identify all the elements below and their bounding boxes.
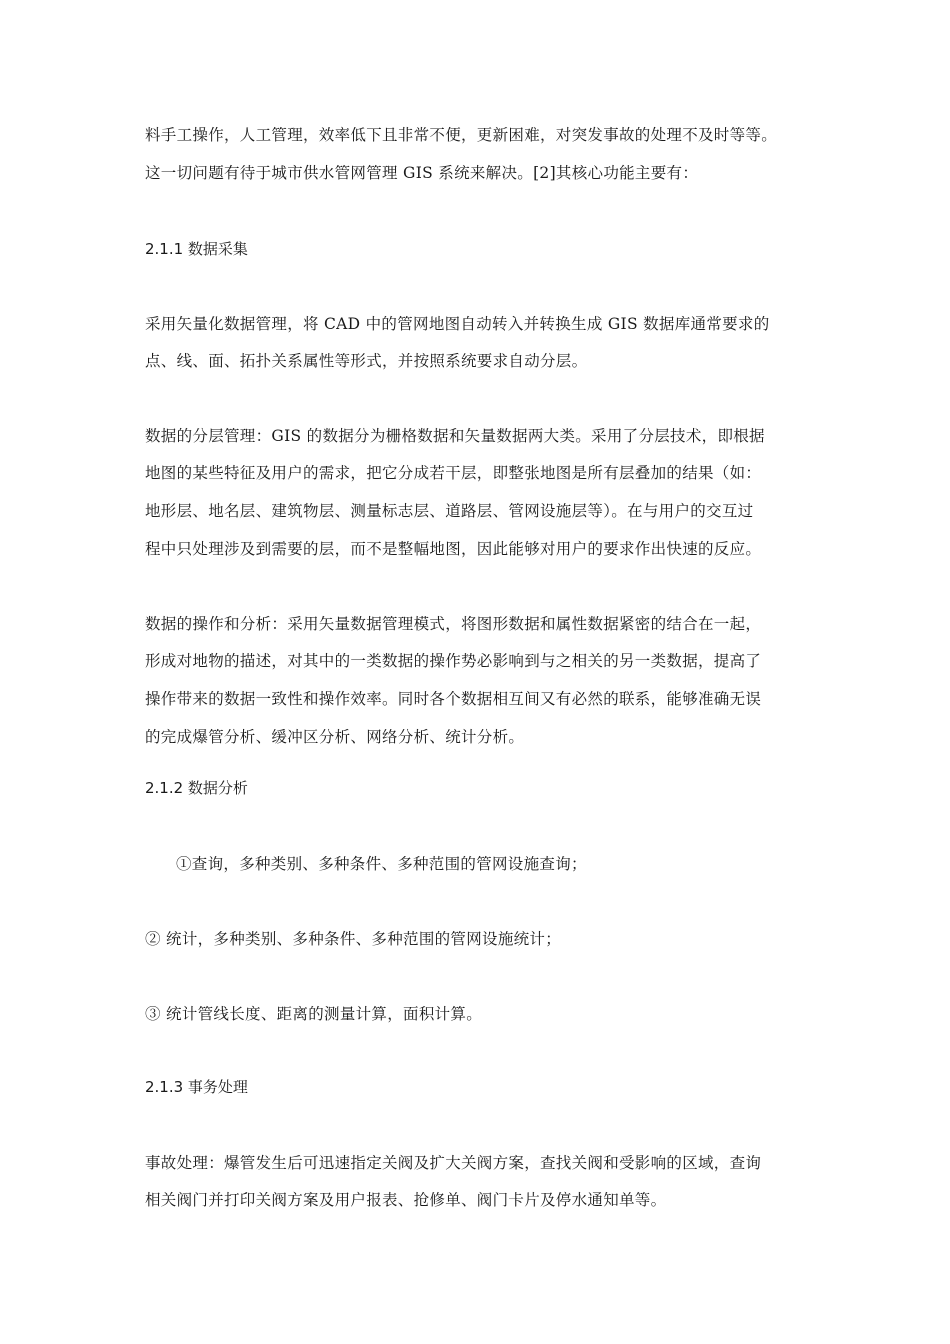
paragraph-line: 事故处理：爆管发生后可迅速指定关阀及扩大关阀方案，查找关阀和受影响的区域，查询 xyxy=(145,1154,762,1172)
paragraph-line: 采用矢量化数据管理，将 CAD 中的管网地图自动转入并转换生成 GIS 数据库通常要求的 xyxy=(145,315,770,333)
paragraph-line: 点、线、面、拓扑关系属性等形式，并按照系统要求自动分层。 xyxy=(145,352,588,370)
list-item: ② 统计，多种类别、多种条件、多种范围的管网设施统计； xyxy=(145,930,562,948)
paragraph-line: 地形层、地名层、建筑物层、测量标志层、道路层、管网设施层等）。在与用户的交互过 xyxy=(145,502,754,520)
paragraph-line: 操作带来的数据一致性和操作效率。同时各个数据相互间又有必然的联系，能够准确无误 xyxy=(145,690,762,708)
paragraph-line: 相关阀门并打印关阀方案及用户报表、抢修单、阀门卡片及停水通知单等。 xyxy=(145,1191,667,1209)
section-heading-2-1-3: 2.1.3 事务处理 xyxy=(145,1078,248,1096)
list-item: ①查询，多种类别、多种条件、多种范围的管网设施查询； xyxy=(176,855,587,873)
paragraph-line: 数据的操作和分析：采用矢量数据管理模式，将图形数据和属性数据紧密的结合在一起， xyxy=(145,615,762,633)
paragraph-line: 形成对地物的描述，对其中的一类数据的操作势必影响到与之相关的另一类数据，提高了 xyxy=(145,652,762,670)
paragraph-line: 的完成爆管分析、缓冲区分析、网络分析、统计分析。 xyxy=(145,728,525,746)
section-heading-2-1-1: 2.1.1 数据采集 xyxy=(145,240,248,258)
intro-line-2: 这一切问题有待于城市供水管网管理 GIS 系统来解决。[2]其核心功能主要有： xyxy=(145,164,699,182)
paragraph-line: 地图的某些特征及用户的需求，把它分成若干层，即整张地图是所有层叠加的结果（如： xyxy=(145,464,762,482)
section-heading-2-1-2: 2.1.2 数据分析 xyxy=(145,779,248,797)
paragraph-line: 数据的分层管理：GIS 的数据分为栅格数据和矢量数据两大类。采用了分层技术，即根据 xyxy=(145,427,765,445)
list-item: ③ 统计管线长度、距离的测量计算，面积计算。 xyxy=(145,1005,483,1023)
intro-line-1: 料手工操作，人工管理，效率低下且非常不便，更新困难，对突发事故的处理不及时等等。 xyxy=(145,126,778,144)
paragraph-line: 程中只处理涉及到需要的层，而不是整幅地图，因此能够对用户的要求作出快速的反应。 xyxy=(145,540,762,558)
